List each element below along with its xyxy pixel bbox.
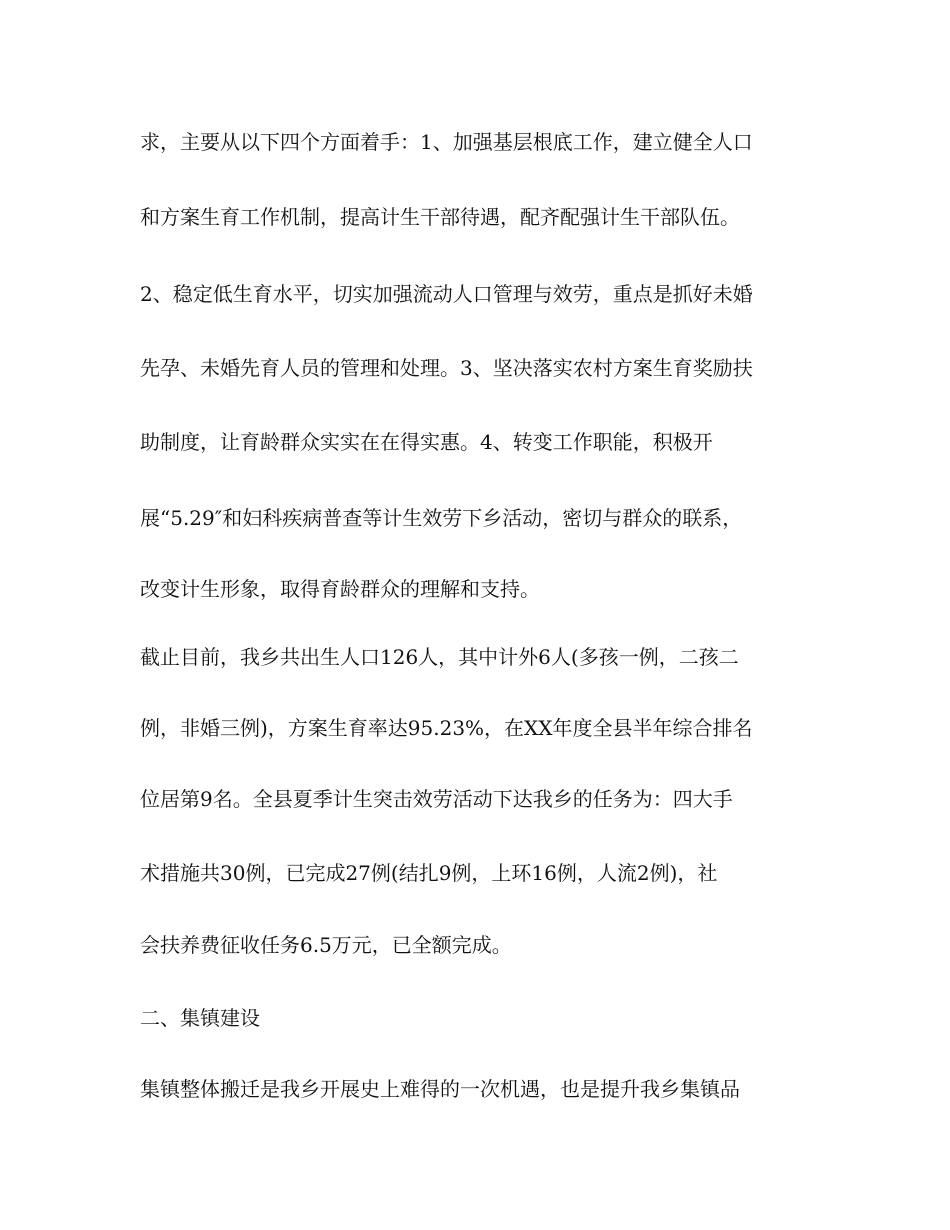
text-line-1: 求，主要从以下四个方面着手：1、加强基层根底工作，建立健全人口 <box>140 130 753 154</box>
text-line-6: 展“5.29″和妇科疾病普查等计生效劳下乡活动，密切与群众的联系， <box>140 506 743 530</box>
text-line-5: 助制度，让育龄群众实实在在得实惠。4、转变工作职能，积极开 <box>140 430 713 454</box>
text-line-3: 2、稳定低生育水平，切实加强流动人口管理与效劳，重点是抓好未婚 <box>140 282 753 306</box>
text-line-8: 截止目前，我乡共出生人口126人，其中计外6人(多孩一例，二孩二 <box>140 645 739 669</box>
text-line-4: 先孕、未婚先育人员的管理和处理。3、坚决落实农村方案生育奖励扶 <box>140 356 753 380</box>
text-line-2: 和方案生育工作机制，提高计生干部待遇，配齐配强计生干部队伍。 <box>140 205 740 229</box>
text-line-7: 改变计生形象，取得育龄群众的理解和支持。 <box>140 577 540 601</box>
text-line-9: 例，非婚三例)，方案生育率达95.23%，在XX年度全县半年综合排名 <box>140 716 753 740</box>
section-heading: 二、集镇建设 <box>140 1006 260 1030</box>
text-line-14: 集镇整体搬迁是我乡开展史上难得的一次机遇，也是提升我乡集镇品 <box>140 1077 740 1101</box>
text-line-12: 会扶养费征收任务6.5万元，已全额完成。 <box>140 933 512 957</box>
text-line-11: 术措施共30例，已完成27例(结扎9例，上环16例，人流2例)，社 <box>140 861 718 885</box>
text-line-10: 位居第9名。全县夏季计生突击效劳活动下达我乡的任务为：四大手 <box>140 787 733 811</box>
